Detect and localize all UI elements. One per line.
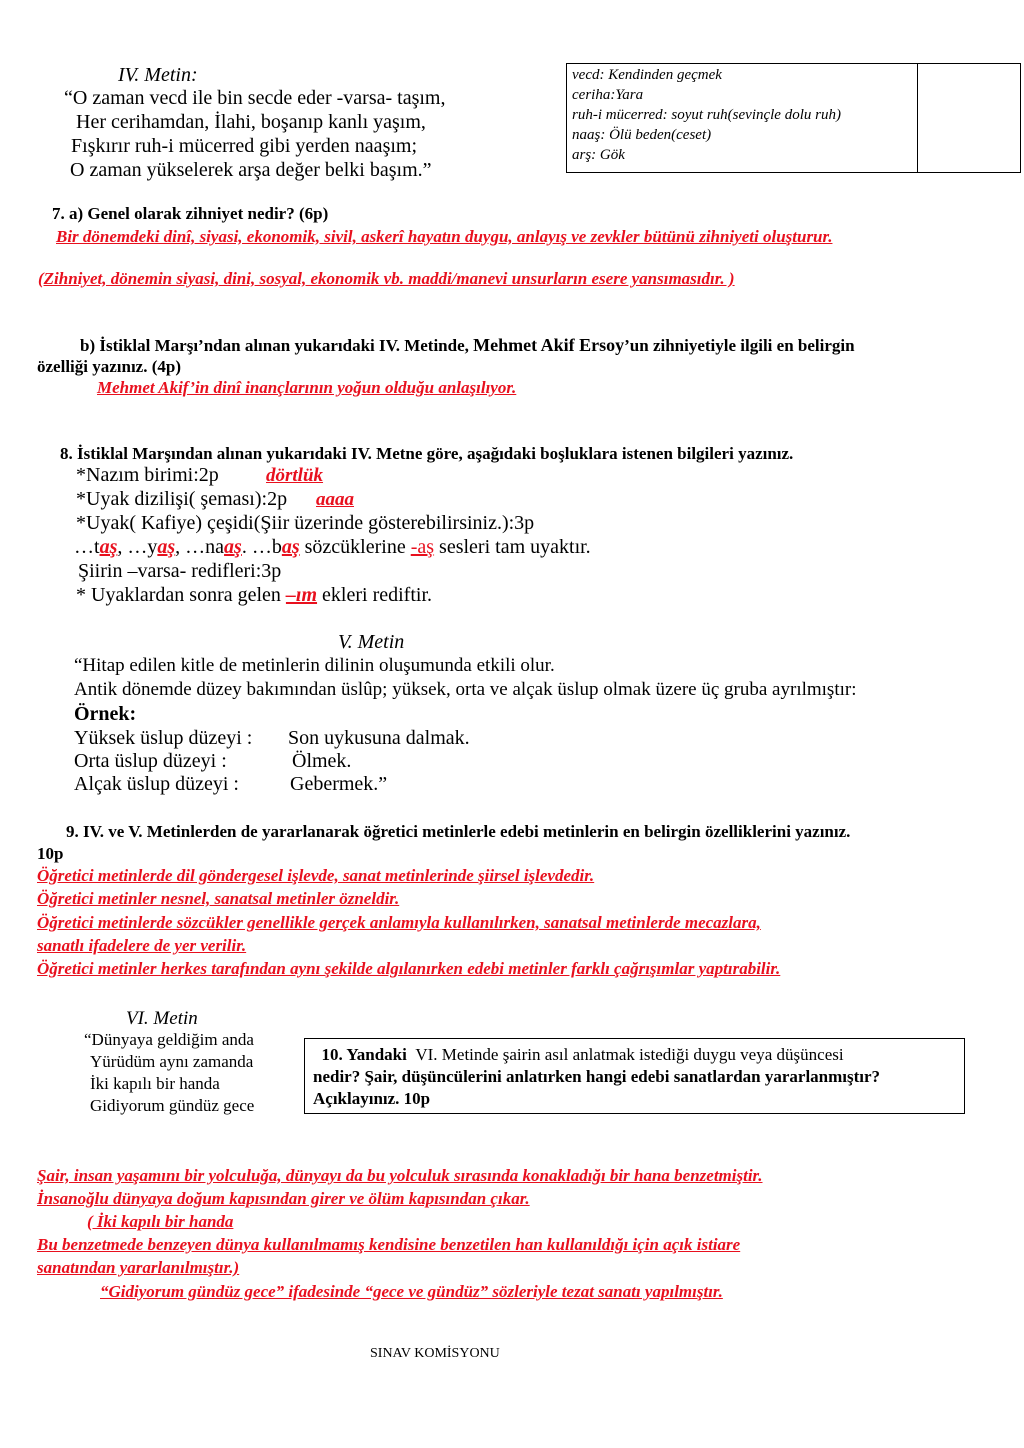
metin6-line: İki kapılı bir handa (90, 1074, 220, 1093)
q7a-answer-line1: Bir dönemdeki dinî, siyasi, ekonomik, sivil, askerî hayatın duygu, anlayış ve zevkler bütünü zihniyeti oluşturur. (56, 227, 833, 246)
q8-rhyme-words (74, 536, 591, 559)
redif-red: –ım (285, 584, 318, 606)
q10-answer: Bu benzetmede benzeyen dünya kullanılmamış kendisine benzetilen han kullanıldığı için açık istiare (37, 1235, 741, 1254)
q8-nazim-answer: dörtlük (266, 465, 324, 486)
q10-line1 (313, 1044, 956, 1066)
metin6-line: Gidiyorum gündüz gece (90, 1096, 255, 1115)
glossary-entry: ceriha:Yara (572, 87, 644, 103)
q8-nazim-label: *Nazım birimi:2p (76, 464, 219, 486)
q10-line2: nedir? Şair, düşüncülerini anlatırken hangi edebi sanatlardan yararlanmıştır? (313, 1067, 881, 1086)
rhyme-word-pre: …t (74, 536, 100, 558)
q10-num: 10. Yandaki (321, 1045, 407, 1064)
redif-post: ekleri rediftir. (317, 584, 432, 606)
metin5-line1: “Hitap edilen kitle de metinlerin dilinin oluşumunda etkili olur. (74, 655, 555, 676)
q9-answer: sanatlı ifadelere de yer verilir. (37, 936, 247, 955)
redif-pre: * Uyaklardan sonra gelen (76, 584, 286, 606)
rhyme-word-pre: , …na (175, 536, 225, 558)
q9-question: 9. IV. ve V. Metinlerden de yararlanarak öğretici metinlerle edebi metinlerin en belirgin özelliklerini yazınız. (66, 822, 851, 841)
metin5-row-label: Yüksek üslup düzeyi : (74, 727, 253, 749)
q10-answer: “Gidiyorum gündüz gece” ifadesinde “gece ve gündüz” sözleriyle tezat sanatı yapılmıştır. (100, 1282, 723, 1301)
q8-uyak-answer: aaaa (316, 489, 354, 510)
rhyme-sound-red: -aş (410, 536, 435, 558)
metin4-line: O zaman yükselerek arşa değer belki başım.” (70, 159, 432, 181)
q7b-question-part1: b) İstiklal Marşı’ndan alınan yukarıdaki IV. Metinde, (80, 336, 469, 355)
q9-answer: Öğretici metinler herkes tarafından aynı şekilde algılanırken edebi metinler farklı çağrışımlar yaptırabilir. (37, 959, 781, 978)
q7a-question: 7. a) Genel olarak zihniyet nedir? (6p) (52, 204, 329, 223)
q10-line3: Açıklayınız. 10p (313, 1089, 431, 1108)
metin5-row-value: Ölmek. (292, 750, 352, 772)
glossary-entry: vecd: Kendinden geçmek (572, 67, 722, 83)
q7b-question-line2: özelliği yazınız. (4p) (37, 357, 182, 376)
metin5-row-value: Son uykusuna dalmak. (288, 727, 470, 749)
q8-kafiye-label: *Uyak( Kafiye) çeşidi(Şiir üzerinde gösterebilirsiniz.):3p (76, 512, 535, 534)
metin5-ornek: Örnek: (74, 703, 137, 725)
q8-question: 8. İstiklal Marşından alınan yukarıdaki IV. Metne göre, aşağıdaki boşluklara istenen bilgileri yazınız. (60, 444, 794, 463)
q9-points: 10p (37, 844, 64, 863)
metin4-line: Her cerihamdan, İlahi, boşanıp kanlı yaşım, (76, 111, 426, 133)
q9-answer: Öğretici metinler nesnel, sanatsal metinler özneldir. (37, 889, 400, 908)
q10-box (304, 1038, 965, 1114)
metin4-line: “O zaman vecd ile bin secde eder -varsa- taşım, (64, 87, 446, 109)
glossary-entry: arş: Gök (572, 147, 625, 163)
q7b-question-part2: ’un zihniyetiyle ilgili en belirgin (624, 336, 855, 355)
q10-text1: VI. Metinde şairin asıl anlatmak istediği duygu veya düşüncesi (415, 1045, 844, 1064)
glossary-entry: ruh-i mücerred: soyut ruh(sevinçle dolu ruh) (572, 107, 841, 123)
q7b-answer: Mehmet Akif’in dinî inançlarının yoğun olduğu anlaşılıyor. (97, 378, 517, 397)
q7b-question (80, 335, 855, 356)
footer-signature: SINAV KOMİSYONU (370, 1346, 500, 1361)
metin5-row-label: Alçak üslup düzeyi : (74, 773, 239, 795)
rhyme-words-tail2: sesleri tam uyaktır. (434, 536, 591, 558)
q10-answer: sanatından yararlanılmıştır.) (37, 1258, 240, 1277)
rhyme-word-red: aş (157, 536, 176, 558)
q10-answer: Şair, insan yaşamını bir yolculuğa, dünyayı da bu yolculuk sırasında konakladığı bir hana benzetmiştir. (37, 1166, 763, 1185)
rhyme-word-pre: , …y (117, 536, 158, 558)
rhyme-word-red: aş (281, 536, 300, 558)
glossary-divider (917, 64, 918, 172)
q10-answer: İnsanoğlu dünyaya doğum kapısından girer ve ölüm kapısından çıkar. (37, 1189, 530, 1208)
metin4-line: Fışkırır ruh-i mücerred gibi yerden naaşım; (71, 135, 418, 157)
rhyme-words-tail: sözcüklerine (299, 536, 411, 558)
metin6-line: “Dünyaya geldiğim anda (84, 1030, 254, 1049)
q7a-answer-line2: (Zihniyet, dönemin siyasi, dini, sosyal, ekonomik vb. maddi/manevi unsurların esere yansımasıdır. ) (38, 269, 735, 288)
q8-redif-answer (76, 584, 432, 607)
metin6-title: VI. Metin (126, 1008, 198, 1029)
metin4-title: IV. Metin: (118, 64, 198, 86)
metin5-row-label: Orta üslup düzeyi : (74, 750, 227, 772)
metin5-row-value: Gebermek.” (290, 773, 388, 795)
q7b-question-name: Mehmet Akif Ersoy (473, 335, 625, 355)
metin6-line: Yürüdüm aynı zamanda (90, 1052, 254, 1071)
metin5-line2: Antik dönemde düzey bakımından üslûp; yüksek, orta ve alçak üslup olmak üzere üç gruba ayrılmıştır: (74, 679, 857, 700)
q8-uyak-label: *Uyak dizilişi( şeması):2p (76, 488, 288, 510)
glossary-entry: naaş: Ölü beden(ceset) (572, 127, 712, 143)
q8-redif-label: Şiirin –varsa- redifleri:3p (78, 560, 282, 582)
rhyme-word-red: aş (224, 536, 242, 558)
rhyme-word-red: aş (99, 536, 118, 558)
glossary-box (566, 63, 1021, 173)
metin5-title: V. Metin (338, 631, 405, 653)
q9-answer: Öğretici metinlerde sözcükler genellikle gerçek anlamıyla kullanılırken, sanatsal metinlerde mecazlara, (37, 913, 761, 932)
q10-answer: ( İki kapılı bir handa (87, 1212, 234, 1231)
q9-answer: Öğretici metinlerde dil göndergesel işlevde, sanat metinlerinde şiirsel işlevdedir. (37, 866, 595, 885)
rhyme-word-pre: . …b (241, 536, 282, 558)
